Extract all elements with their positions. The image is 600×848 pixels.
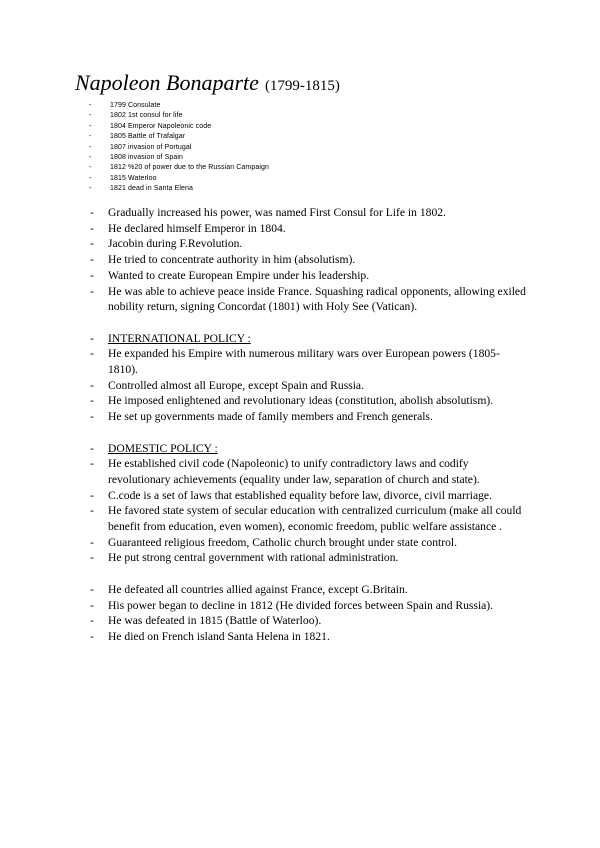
decline-item — [89, 613, 529, 629]
spacer — [89, 425, 529, 441]
domestic-item-text: He favored state system of secular education with centralized curriculum (make all could benefit from education, even women), economic freedom, public welfare assistance . — [108, 504, 522, 534]
general-item — [89, 268, 529, 284]
bullet-dash: - — [90, 582, 94, 596]
page-title — [75, 72, 340, 94]
timeline-item-text: 1804 Emperor Napoleonic code — [110, 122, 212, 130]
domestic-item-text: Guaranteed religious freedom, Catholic church brought under state control. — [108, 535, 457, 549]
decline-item-text: He died on French island Santa Helena in 1821. — [108, 629, 330, 643]
bullet-dash: - — [89, 174, 92, 182]
international-item-text: Controlled almost all Europe, except Spain and Russia. — [108, 378, 364, 392]
general-item — [89, 252, 529, 268]
bullet-dash: - — [90, 504, 94, 518]
bullet-dash: - — [90, 378, 94, 392]
domestic-item-text: C.code is a set of laws that established equality before law, divorce, civil marriage. — [108, 488, 492, 502]
spacer — [89, 315, 529, 331]
general-item — [89, 236, 529, 252]
bullet-dash: - — [90, 268, 94, 282]
timeline-item-text: 1805 Battle of Trafalgar — [110, 133, 186, 141]
bullet-dash: - — [90, 457, 94, 471]
bullet-dash: - — [90, 598, 94, 612]
timeline-item — [89, 153, 549, 163]
timeline-item-text: 1799 Consulate — [110, 102, 161, 109]
international-item-text: He expanded his Empire with numerous military wars over European powers (1805-1810). — [108, 347, 500, 377]
spacer — [89, 566, 529, 582]
international-item-text: He set up governments made of family members and French generals. — [108, 410, 433, 424]
general-item — [89, 221, 529, 237]
international-heading — [89, 331, 529, 347]
timeline-item-text: 1802 1st consul for life — [110, 112, 183, 120]
general-item-text: Gradually increased his power, was named First Consul for Life in 1802. — [108, 206, 446, 219]
domestic-item-text: He put strong central government with rational administration. — [108, 551, 399, 565]
international-item — [89, 393, 529, 409]
bullet-dash: - — [89, 153, 92, 161]
timeline-item-text: 1821 dead in Santa Elena — [110, 185, 193, 193]
bullet-dash: - — [89, 164, 92, 172]
domestic-item — [89, 550, 529, 566]
timeline-item — [89, 143, 549, 153]
general-item-text: Wanted to create European Empire under his leadership. — [108, 268, 370, 282]
timeline-item — [89, 101, 549, 111]
bullet-dash: - — [90, 331, 94, 345]
domestic-item-text: He established civil code (Napoleonic) to unify contradictory laws and codify revolutionary achievements (equality under law, separation of church and state). — [108, 457, 480, 486]
bullet-dash: - — [90, 629, 94, 643]
bullet-dash: - — [89, 143, 92, 151]
bullet-dash: - — [90, 284, 94, 298]
bullet-dash: - — [90, 253, 94, 267]
international-item — [89, 346, 529, 377]
decline-item — [89, 629, 529, 645]
domestic-item — [89, 456, 529, 487]
bullet-dash: - — [90, 441, 94, 455]
timeline-item — [89, 122, 549, 132]
general-item — [89, 284, 529, 315]
bullet-dash: - — [90, 535, 94, 549]
timeline-item — [89, 174, 549, 184]
general-item-text: He tried to concentrate authority in him (absolutism). — [108, 253, 356, 267]
bullet-dash: - — [90, 221, 94, 235]
general-item — [89, 205, 529, 221]
timeline-item-text: 1815 Waterloo — [110, 174, 157, 182]
bullet-dash: - — [89, 185, 92, 193]
title-name: Napoleon Bonaparte — [75, 70, 259, 95]
bullet-dash: - — [90, 410, 94, 424]
general-item-text: He was able to achieve peace inside France. Squashing radical opponents, allowing exiled nobility return, signing Concordat (1801) with Holy See (Vatican). — [108, 284, 526, 314]
body-notes — [89, 205, 529, 645]
timeline-item-text: 1807 invasion of Portugal — [110, 143, 192, 151]
bullet-dash: - — [89, 112, 92, 120]
timeline-item-text: 1808 invasion of Spain — [110, 153, 184, 161]
bullet-dash: - — [90, 237, 94, 251]
general-item-text: Jacobin during F.Revolution. — [108, 237, 243, 251]
decline-item-text: He was defeated in 1815 (Battle of Waterloo). — [108, 614, 322, 628]
bullet-dash: - — [90, 206, 94, 219]
section-heading-text: DOMESTIC POLICY : — [108, 441, 218, 455]
bullet-dash: - — [90, 614, 94, 628]
title-dates: (1799-1815) — [264, 78, 340, 94]
bullet-dash: - — [90, 394, 94, 408]
decline-item-text: He defeated all countries allied against France, except G.Britain. — [108, 582, 408, 596]
domestic-item — [89, 503, 529, 534]
decline-item — [89, 598, 529, 614]
decline-item — [89, 582, 529, 598]
section-heading-text: INTERNATIONAL POLICY : — [108, 331, 251, 345]
international-item — [89, 409, 529, 425]
timeline-item-text: 1812 %20 of power due to the Russian Campaign — [110, 164, 269, 172]
bullet-dash: - — [89, 102, 92, 109]
bullet-dash: - — [90, 488, 94, 502]
international-item-text: He imposed enlightened and revolutionary ideas (constitution, abolish absolutism). — [108, 394, 494, 408]
bullet-dash: - — [90, 551, 94, 565]
domestic-heading — [89, 441, 529, 457]
domestic-item — [89, 488, 529, 504]
general-item-text: He declared himself Emperor in 1804. — [108, 221, 286, 235]
timeline-list — [89, 101, 549, 195]
international-item — [89, 378, 529, 394]
timeline-item — [89, 111, 549, 121]
timeline-item — [89, 132, 549, 142]
timeline-item — [89, 163, 549, 173]
bullet-dash: - — [90, 347, 94, 361]
bullet-dash: - — [89, 122, 92, 130]
bullet-dash: - — [89, 133, 92, 141]
decline-item-text: His power began to decline in 1812 (He divided forces between Spain and Russia). — [108, 598, 494, 612]
domestic-item — [89, 535, 529, 551]
timeline-item — [89, 184, 549, 194]
